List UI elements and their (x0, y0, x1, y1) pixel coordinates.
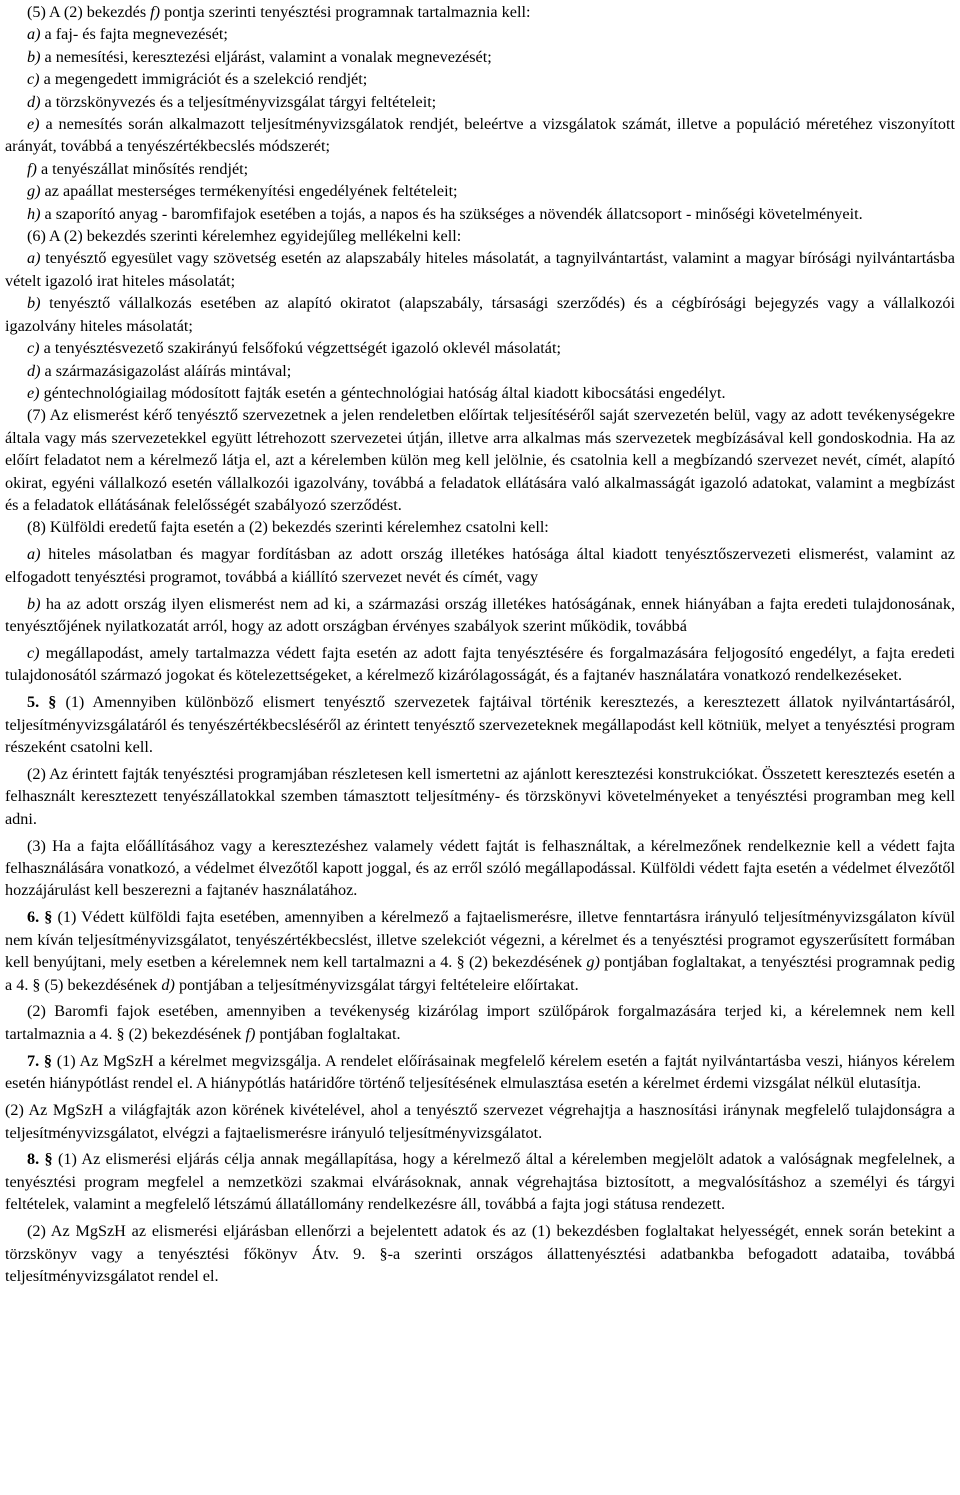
point-marker: b) (27, 594, 41, 613)
section-marker: 7. (27, 1051, 40, 1070)
paragraph-text: (2) Baromfi fajok esetében, amennyiben a tevékenység kizárólag import szülőpárok forgalmazására terjed ki, a kérelemnek nem kell tartalmaznia a 4. § (2) bekezdésének (5, 1002, 955, 1043)
paragraph (5, 247, 955, 292)
paragraph (5, 337, 955, 359)
section-marker: § (44, 1150, 53, 1169)
paragraph-text: hiteles másolatban és magyar fordításban az adott ország illetékes hatósága által kiadott tenyésztőszervezeti elismerést, valamint az elfogadott tenyésztési programot, továbbá a kiállító szervezet nevét és címét, vagy (5, 545, 955, 586)
paragraph (5, 68, 955, 90)
point-marker: f) (150, 3, 161, 21)
point-marker: c) (27, 339, 40, 358)
point-marker: g) (27, 182, 41, 201)
point-marker: e) (27, 383, 40, 402)
paragraph (5, 543, 955, 588)
paragraph-text: (5) A (2) bekezdés (27, 3, 151, 21)
section-marker: § (43, 1051, 53, 1070)
point-marker: f) (245, 1024, 256, 1043)
paragraph (5, 46, 955, 68)
paragraph (5, 835, 955, 902)
paragraph-text: a megengedett immigrációt és a szelekció rendjét; (39, 70, 368, 89)
point-marker: b) (27, 294, 41, 313)
paragraph (5, 360, 955, 382)
paragraph (5, 516, 955, 538)
point-marker: e) (27, 115, 40, 134)
point-marker: d) (27, 361, 41, 380)
paragraph-text: (3) Ha a fajta előállításához vagy a keresztezéshez valamely védett fajtát is felhasználtak, a kérelmezőnek rendelkeznie kell a védett fajta felhasználására vonatkozó, a védelmet élvezőtől kapott joggal, és az erről szóló megállapodással. Külföldi védett fajta esetén a védelmet élvezőtől hozzájárulást kell beszerezni a fajtanév használatához. (5, 836, 955, 900)
paragraph-text: a tenyészállat minősítés rendjét; (36, 159, 249, 178)
paragraph-text: a tenyésztésvezető szakirányú felsőfokú végzettségét igazoló oklevél másolatát; (39, 339, 561, 358)
paragraph-text: (6) A (2) bekezdés szerinti kérelemhez egyidejűleg mellékelni kell: (27, 227, 462, 246)
paragraph-text: (2) Az MgSzH a világfajták azon körének kivételével, ahol a tenyésztő szervezet végrehajtja a hasznosítási iránynak megfelelő tulajdonságra a teljesítményvizsgálatot, elvégzi a fajtaelismerésre irányuló teljesítményvizsgálatot. (5, 1101, 955, 1142)
paragraph (5, 1148, 955, 1215)
paragraph (5, 1099, 955, 1144)
paragraph-text: (7) Az elismerést kérő tenyésztő szervezetnek a jelen rendeletben előírtak teljesítéséről saját szervezetén belül, vagy az adott tevékenységekre általa vagy más szervezetekkel együtt létrehozott szervezetei útján, illetve arra alkalmas más szervezetek megbízásával kell gondoskodnia. Ha az előírt feladatot nem a kérelmező látja el, azt a kérelemben külön meg kell jelölnie, és csatolnia kell a megbízandó szervezet nevét, címét, alapító okirat, egyéni vállalkozó esetén vállalkozói igazolvány, továbbá a feladatok ellátására való alkalmasságát igazoló adatokat, valamint a megbízást és a feladatok ellátásának felelősségét szabályozó szerződést. (5, 406, 955, 514)
paragraph (5, 158, 955, 180)
section-marker: § (44, 908, 53, 927)
section-marker: 8. (27, 1150, 40, 1169)
paragraph-text: megállapodást, amely tartalmazza védett fajta esetén az adott fajta tenyésztésére és forgalmazására feljogosító engedélyt, a fajta eredeti tulajdonosától származó jogokat és kötelezettségeket, a kérelmező kizárólagosságát, és a fajtanév használatára vonatkozó rendelkezéseket. (5, 643, 955, 685)
paragraph-text: tenyésztő egyesület vagy szövetség esetén az alapszabály hiteles másolatát, a tagnyilvántartást, valamint a magyar bírósági nyilvántartásba vételt igazoló irat hiteles másolatát; (5, 249, 955, 290)
point-marker: a) (27, 25, 41, 44)
paragraph (5, 113, 955, 158)
paragraph-text: (2) Az MgSzH az elismerési eljárásban ellenőrzi a bejelentett adatok és az (1) bekezdésben foglaltakat helyességét, ennek során betekint a törzskönyv vagy a tenyésztési főkönyv Átv. 9. §-a szerinti országos állattenyésztési adatbankba befogadott adataiba, továbbá teljesítményvizsgálatot rendel el. (5, 1222, 955, 1285)
point-marker: b) (27, 47, 41, 66)
paragraph (5, 91, 955, 113)
point-marker: c) (27, 70, 40, 89)
paragraph-text: pontja szerinti tenyésztési programnak tartalmaznia kell: (160, 3, 531, 21)
paragraph-text: géntechnológiailag módosított fajták esetén a géntechnológiai hatóság által kiadott kibocsátási engedélyt. (39, 383, 726, 402)
paragraph (5, 404, 955, 516)
paragraph-text: a szaporító anyag - baromfifajok esetében a tojás, a napos és ha szükséges a növendék állatcsoport - minőségi követelményeit. (40, 204, 863, 223)
point-marker: c) (27, 643, 40, 662)
paragraph (5, 382, 955, 404)
paragraph-text: (1) Védett külföldi fajta esetében, amennyiben a kérelmező a fajtaelismerésre, illetve fenntartásra irányuló teljesítményvizsgálaton kívül nem kíván teljesítményvizsgálatot, tenyészértékbecslést, illetve szelekciót végezni, a kérelmet és a tenyésztési programot egyszerűsített formában kell benyújtani, mely esetben a kérelemnek nem kell tartalmazni a 4. § (2) bekezdésének (5, 908, 955, 972)
paragraph (5, 691, 955, 758)
paragraph-text: ha az adott ország ilyen elismerést nem ad ki, a származási ország illetékes hatóságának, ennek hiányában a fajta eredeti tulajdonosának, tenyésztőjének nyilatkozatát arról, hogy az adott országban érvényes szabályok szerint működik, továbbá (5, 594, 955, 635)
paragraph-text: az apaállat mesterséges termékenyítési engedélyének feltételeit; (40, 182, 458, 201)
point-marker: d) (27, 92, 41, 111)
paragraph-text: (1) Az MgSzH a kérelmet megvizsgálja. A rendelet előírásainak megfelelő kérelem esetén a fajtát nyilvántartásba veszi, hiányos kérelem esetén hiánypótlást rendel el. A hiánypótlás határidőre történő teljesítésének elmulasztása esetén a kérelmet érdemi vizsgálat nélkül elutasítja. (5, 1051, 956, 1093)
point-marker: a) (27, 545, 41, 564)
paragraph (5, 225, 955, 247)
paragraph (5, 1000, 955, 1045)
paragraph (5, 906, 955, 996)
paragraph (5, 642, 955, 687)
paragraph-text: a nemesítés során alkalmazott teljesítményvizsgálatok rendjét, beleértve a vizsgálatok számát, illetve a populáció méretéhez viszonyított arányát, továbbá a tenyészértékbecslés módszerét; (5, 115, 955, 156)
paragraph-text: (2) Az érintett fajták tenyésztési programjában részletesen kell ismertetni az ajánlott keresztezési konstrukciókat. Összetett keresztezés esetén a felhasznált keresztezett tenyészállatokkal szemben támasztott teljesítmény- és törzskönyvi követelményeket a tenyésztési programban meg kell adni. (5, 764, 955, 828)
paragraph (5, 23, 955, 45)
paragraph-text: a törzskönyvezés és a teljesítményvizsgálat tárgyi feltételeit; (40, 92, 437, 111)
paragraph (5, 763, 955, 830)
paragraph-text: pontjában foglaltakat, a tenyésztési programnak pedig a 4. § (5) bekezdésének (5, 953, 956, 994)
paragraph-text: pontjában a teljesítményvizsgálat tárgyi feltételeire előírtakat. (174, 975, 579, 994)
point-marker: g) (586, 953, 600, 972)
point-marker: d) (161, 975, 175, 994)
point-marker: a) (27, 249, 41, 268)
paragraph-text: (1) Az elismerési eljárás célja annak megállapítása, hogy a kérelmező által a kérelemben megjelölt adatok a valóságnak megfelelnek, a tenyésztési program megfelel a nemzetközi szakmai elvárásoknak, annak végrehajtása biztosított, a megvalósításhoz a személyi és tárgyi feltételek, valamint a megfelelő létszámú állatállomány rendelkezésre áll, továbbá a fajta jogi státusa rendezett. (5, 1150, 955, 1214)
section-marker: 5. (27, 693, 40, 712)
paragraph-text: tenyésztő vállalkozás esetében az alapító okiratot (alapszabály, társasági szerződés) és a cégbírósági bejegyzés vagy a vállalkozói igazolvány hiteles másolatát; (5, 294, 955, 335)
point-marker: f) (27, 159, 37, 178)
paragraph-text: (8) Külföldi eredetű fajta esetén a (2) bekezdés szerinti kérelemhez csatolni kell: (27, 518, 549, 537)
paragraph (5, 593, 955, 638)
paragraph (5, 1, 955, 23)
paragraph-text: a faj- és fajta megnevezését; (40, 25, 228, 44)
paragraph (5, 1220, 955, 1287)
paragraph-text: (1) Amennyiben különböző elismert tenyésztő szervezetek fajtáival történik keresztezés, a keresztezett állatok nyilvántartásáról, teljesítményvizsgálatáról és tenyészértékbecsléséről az érintett tenyésztő szervezeteknek megállapodást kell kötniük, melyet a tenyésztési program részeként csatolni kell. (5, 693, 955, 756)
paragraph-text: pontjában foglaltakat. (255, 1024, 401, 1043)
paragraph-text (39, 693, 48, 711)
paragraph (5, 180, 955, 202)
paragraph-text: a származásigazolást aláírás mintával; (40, 361, 292, 380)
paragraph (5, 292, 955, 337)
section-marker: 6. (27, 908, 40, 927)
paragraph (5, 1050, 955, 1095)
section-marker: § (48, 693, 57, 712)
point-marker: h) (27, 204, 41, 223)
paragraph (5, 203, 955, 225)
paragraph-text: a nemesítési, keresztezési eljárást, valamint a vonalak megnevezését; (40, 47, 492, 66)
